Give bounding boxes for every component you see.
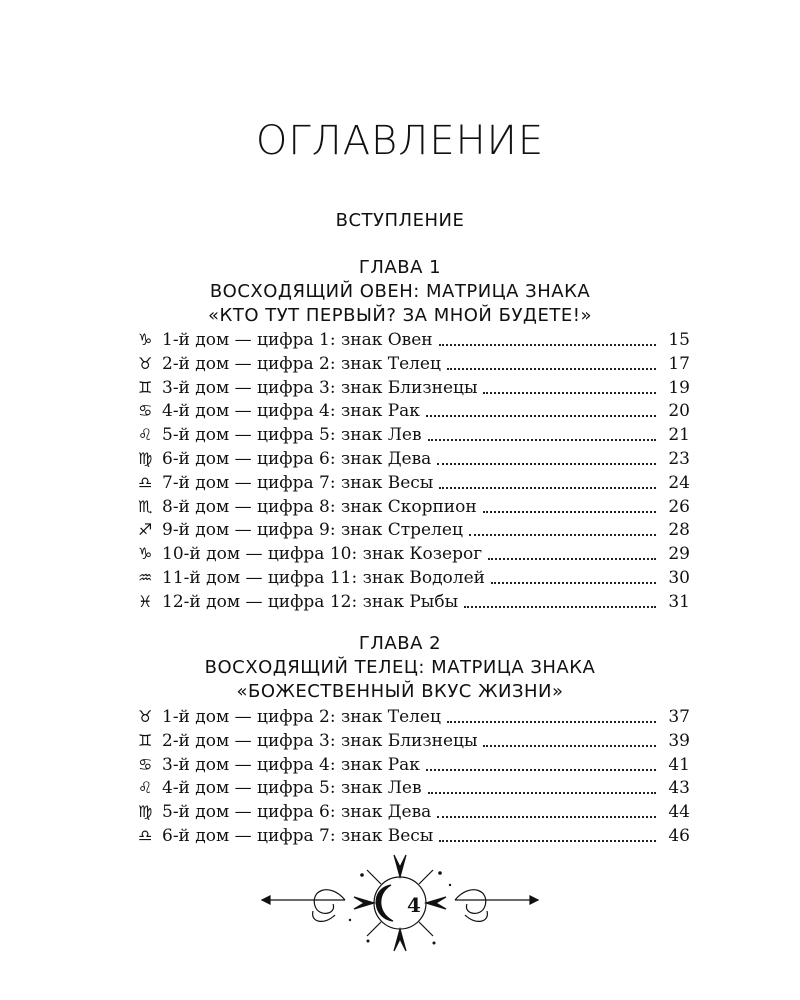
toc-page-number: 15 — [668, 330, 690, 350]
toc-entry-label: 3-й дом — цифра 3: знак Близнецы — [162, 377, 478, 398]
chapter-1-subtitle: «КТО ТУТ ПЕРВЫЙ? ЗА МНОЙ БУДЕТЕ!» — [208, 305, 592, 326]
gemini-icon: ♊ — [138, 730, 153, 750]
dot-leader — [437, 814, 656, 818]
toc-entry[interactable] — [138, 588, 690, 612]
dot-leader — [428, 790, 656, 794]
chapter-1-title: ВОСХОДЯЩИЙ ОВЕН: МАТРИЦА ЗНАКА — [209, 281, 591, 302]
dot-leader — [437, 461, 656, 465]
toc-entry-label: 1-й дом — цифра 1: знак Овен — [162, 330, 433, 350]
dot-leader — [439, 838, 656, 842]
dot-leader — [447, 366, 656, 370]
intro-heading[interactable]: ВСТУПЛЕНИЕ — [335, 210, 465, 231]
toc-page-number: 44 — [668, 802, 690, 823]
chapter-2-title: ВОСХОДЯЩИЙ ТЕЛЕЦ: МАТРИЦА ЗНАКА — [204, 657, 596, 678]
libra-icon: ♎ — [138, 826, 153, 845]
capricorn-icon: ♑ — [138, 330, 153, 349]
toc-entry-label: 11-й дом — цифра 11: знак Водолей — [162, 568, 485, 588]
toc-entry[interactable] — [138, 564, 690, 588]
toc-entry-label: 10-й дом — цифра 10: знак Козерог — [162, 544, 483, 565]
toc-entry-label: 7-й дом — цифра 7: знак Весы — [162, 472, 434, 493]
dot-leader — [439, 342, 656, 346]
toc-entry[interactable] — [138, 374, 690, 398]
toc-page-number: 28 — [668, 520, 690, 541]
toc-page-number: 23 — [668, 449, 690, 469]
scorpio-icon: ♏ — [138, 496, 153, 516]
toc-entry[interactable] — [138, 397, 690, 421]
dot-leader — [426, 413, 656, 417]
toc-entry-label: 4-й дом — цифра 4: знак Рак — [162, 401, 420, 422]
dot-leader — [469, 532, 656, 536]
toc-entry-label: 9-й дом — цифра 9: знак Стрелец — [162, 520, 463, 541]
toc-page-number: 37 — [668, 707, 690, 727]
chapter-2-label: ГЛАВА 2 — [358, 633, 442, 654]
dot-leader — [428, 437, 656, 441]
dot-leader — [488, 556, 656, 560]
toc-entry[interactable] — [138, 350, 690, 374]
toc-entry[interactable] — [138, 751, 690, 775]
toc-page-number: 39 — [668, 730, 690, 751]
page-title: ОГЛАВЛЕНИЕ — [255, 118, 545, 164]
libra-icon: ♎ — [138, 472, 153, 492]
dot-leader — [483, 390, 656, 394]
toc-page-number: 19 — [668, 377, 690, 398]
cancer-icon: ♋ — [138, 754, 153, 774]
taurus-icon: ♉ — [138, 707, 153, 726]
dot-leader — [447, 719, 656, 723]
dot-leader — [483, 743, 656, 747]
toc-entry[interactable] — [138, 703, 690, 727]
toc-entry[interactable] — [138, 822, 690, 846]
toc-entry[interactable] — [138, 774, 690, 798]
toc-entry[interactable] — [138, 798, 690, 822]
toc-entry[interactable] — [138, 493, 690, 517]
gemini-icon: ♊ — [138, 377, 153, 397]
toc-entry[interactable] — [138, 727, 690, 751]
toc-entry[interactable] — [138, 516, 690, 540]
toc-page-number: 43 — [668, 778, 690, 799]
toc-entry-label: 4-й дом — цифра 5: знак Лев — [162, 778, 422, 799]
toc-page-number: 46 — [668, 826, 690, 846]
toc-page-number: 29 — [668, 544, 690, 565]
dot-leader — [426, 767, 656, 771]
dot-leader — [439, 485, 656, 489]
toc-entry[interactable] — [138, 421, 690, 445]
chapter-2-subtitle: «БОЖЕСТВЕННЫЙ ВКУС ЖИЗНИ» — [236, 681, 564, 702]
capricorn-icon: ♑ — [138, 544, 153, 564]
sagittarius-icon: ♐ — [138, 520, 153, 540]
toc-page-number: 26 — [668, 496, 690, 517]
taurus-icon: ♉ — [138, 353, 153, 373]
toc-entry-label: 2-й дом — цифра 2: знак Телец — [162, 353, 441, 374]
leo-icon: ♌ — [138, 778, 153, 798]
dot-leader — [464, 604, 656, 608]
pisces-icon: ♓ — [138, 591, 153, 611]
toc-entry-label: 3-й дом — цифра 4: знак Рак — [162, 754, 420, 775]
toc-page-number: 17 — [668, 353, 690, 374]
toc-entry[interactable] — [138, 540, 690, 564]
toc-entry[interactable] — [138, 326, 690, 350]
toc-page-number: 24 — [668, 472, 690, 493]
toc-page-number: 41 — [668, 754, 690, 775]
toc-page-number: 31 — [668, 591, 690, 612]
chapter-1-label: ГЛАВА 1 — [358, 257, 442, 278]
dot-leader — [483, 509, 656, 513]
leo-icon: ♌ — [138, 425, 153, 445]
page-number: 4 — [407, 893, 421, 917]
toc-entry-label: 12-й дом — цифра 12: знак Рыбы — [162, 591, 459, 612]
toc-page-number: 21 — [668, 425, 690, 446]
toc-entry-label: 5-й дом — цифра 6: знак Дева — [162, 802, 432, 823]
toc-entry-label: 1-й дом — цифра 2: знак Телец — [162, 707, 441, 727]
toc-entry-label: 5-й дом — цифра 5: знак Лев — [162, 425, 422, 446]
virgo-icon: ♍ — [138, 802, 153, 822]
cancer-icon: ♋ — [138, 401, 153, 421]
toc-page-number: 20 — [668, 401, 690, 422]
toc-entry-label: 6-й дом — цифра 6: знак Дева — [162, 449, 432, 469]
toc-page-number: 30 — [668, 568, 690, 588]
dot-leader — [491, 580, 656, 584]
toc-entry-label: 8-й дом — цифра 8: знак Скорпион — [162, 496, 477, 517]
toc-entry[interactable] — [138, 469, 690, 493]
toc-entry-label: 2-й дом — цифра 3: знак Близнецы — [162, 730, 478, 751]
toc-entry-label: 6-й дом — цифра 7: знак Весы — [162, 826, 434, 846]
aquarius-icon: ♒ — [138, 568, 153, 587]
toc-entry[interactable] — [138, 445, 690, 469]
virgo-icon: ♍ — [138, 449, 153, 468]
